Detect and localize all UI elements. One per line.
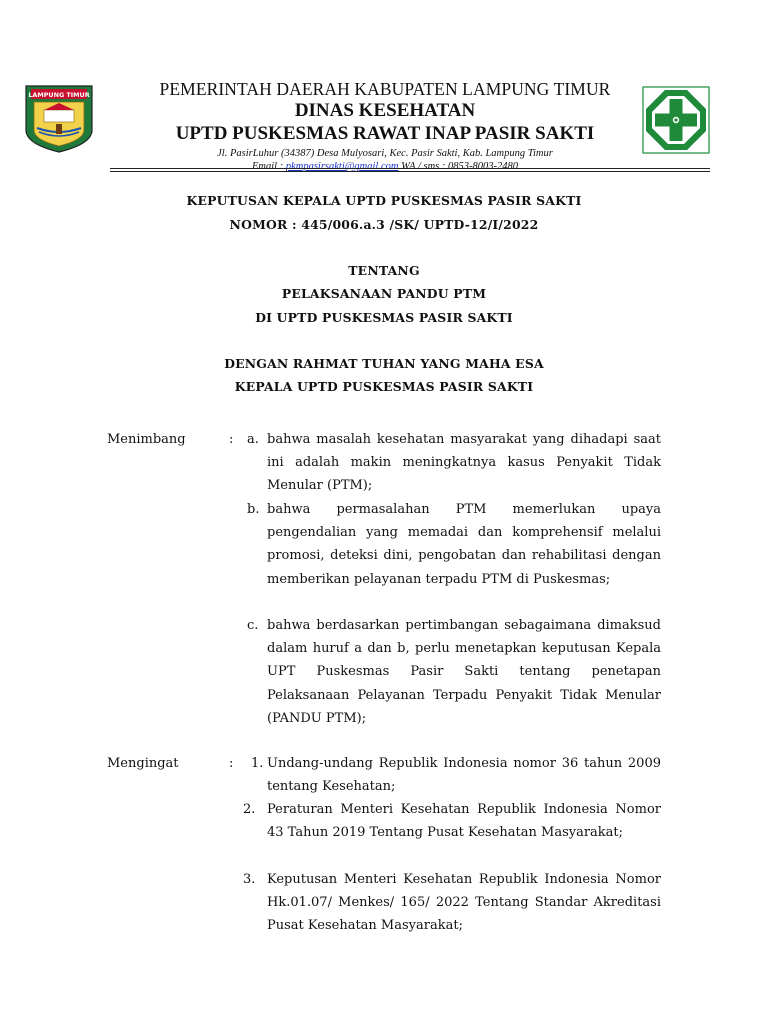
decree-number: NOMOR : 445/006.a.3 /SK/ UPTD-12/I/2022 [229,217,539,232]
menimbang-mark-c: c. [247,618,259,633]
letterhead-rule-thick [110,168,710,169]
mengingat-colon: : [229,756,234,771]
decree-about: TENTANG [348,263,420,278]
mengingat-item-1: Undang-undang Republik Indonesia nomor 36 tahun 2009 tentang Kesehatan; [267,756,661,795]
decree-preamble-1: DENGAN RAHMAT TUHAN YANG MAHA ESA [224,356,544,371]
letterhead-department: DINAS KESEHATAN [294,100,476,121]
letterhead-address: Jl. PasirLuhur (34387) Desa Mulyosari, Kec. Pasir Sakti, Kab. Lampung Timur [217,148,553,159]
mengingat-mark-3: 3. [243,872,256,887]
email-link[interactable]: pkmpasirsakti@gmail.com [285,161,399,172]
mengingat-label: Mengingat [107,756,179,771]
menimbang-mark-b: b. [247,502,260,517]
mengingat-mark-2: 2. [243,802,256,817]
menimbang-item-a: bahwa masalah kesehatan masyarakat yang dihadapi saat ini adalah makin meningkatnya kasus Penyakit Tidak Menular (PTM); [267,432,661,494]
decree-subject-2: DI UPTD PUSKESMAS PASIR SAKTI [255,310,513,325]
menimbang-item-b: bahwa permasalahan PTM memerlukan upaya pengendalian yang memadai dan komprehensif melalui promosi, deteksi dini, pengobatan dan rehabilitasi dengan memberikan pelayanan terpadu PTM di Puskesmas; [267,502,661,587]
contact-suffix: WA / sms : 0853-8003-2480 [398,161,518,172]
decree-subject-1: PELAKSANAAN PANDU PTM [281,286,487,301]
letterhead-rule-thin [110,171,710,172]
letterhead-government: PEMERINTAH DAERAH KABUPATEN LAMPUNG TIMUR [159,79,611,99]
menimbang-item-c: bahwa berdasarkan pertimbangan sebagaimana dimaksud dalam huruf a dan b, perlu menetapkan keputusan Kepala UPT Puskesmas Pasir Sakti tentang penetapan Pelaksanaan Pelayanan Terpadu Penyakit Tidak Menular (PANDU PTM); [267,618,661,726]
email-prefix: Email : [252,161,286,172]
letterhead [100,78,670,173]
menimbang-colon: : [229,432,234,447]
mengingat-mark-1: 1. [251,756,264,771]
decree-preamble-2: KEPALA UPTD PUSKESMAS PASIR SAKTI [234,379,534,394]
mengingat-item-3: Keputusan Menteri Kesehatan Republik Indonesia Nomor Hk.01.07/ Menkes/ 165/ 2022 Tentang Standar Akreditasi Pusat Kesehatan Masyarakat; [267,872,661,934]
letterhead-institution: UPTD PUSKESMAS RAWAT INAP PASIR SAKTI [175,123,595,144]
emblem-label: LAMPUNG TIMUR [28,91,90,99]
lampung-timur-emblem-icon [22,84,96,154]
menimbang-label: Menimbang [107,432,186,447]
menimbang-mark-a: a. [247,432,259,447]
decree-title: KEPUTUSAN KEPALA UPTD PUSKESMAS PASIR SAKTI [186,193,582,208]
puskesmas-cross-logo-icon [642,86,710,154]
mengingat-item-2: Peraturan Menteri Kesehatan Republik Indonesia Nomor 43 Tahun 2019 Tentang Pusat Kesehatan Masyarakat; [267,802,661,841]
